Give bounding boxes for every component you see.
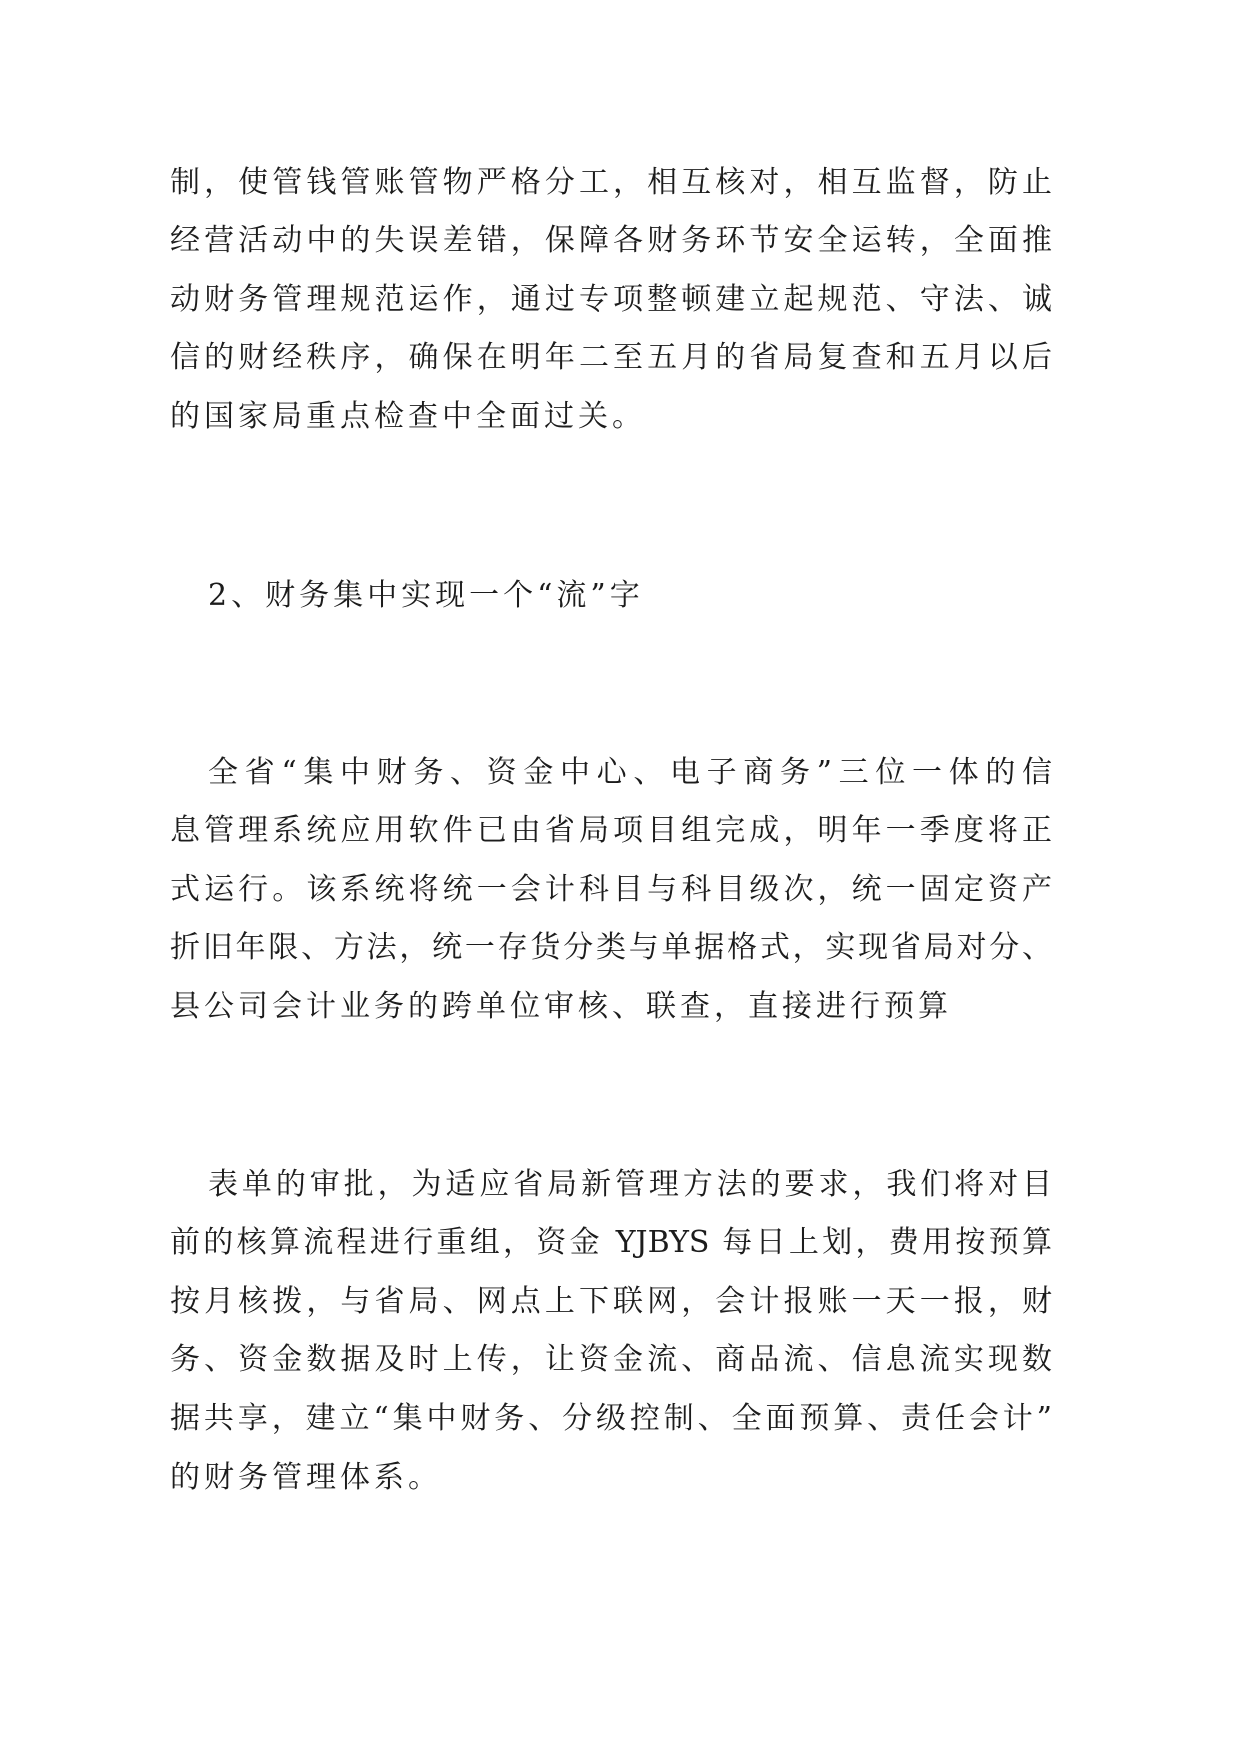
paragraph-3	[170, 1156, 1052, 1508]
text-line: 折旧年限、方法，统一存货分类与单据格式，实现省局对分、	[170, 930, 1052, 966]
text-line: 式运行。该系统将统一会计科目与科目级次，统一固定资产	[170, 871, 1052, 907]
text-line: 动财务管理规范运作，通过专项整顿建立起规范、守法、诚	[170, 281, 1052, 317]
text-line: 全省“集中财务、资金中心、电子商务”三位一体的信	[208, 754, 1052, 790]
text-line: 的国家局重点检查中全面过关。	[170, 399, 646, 435]
text-line: 按月核拨，与省局、网点上下联网，会计报账一天一报，财	[170, 1283, 1052, 1319]
section-heading-block	[170, 567, 1052, 626]
text-line: 前的核算流程进行重组，资金 YJBYS 每日上划，费用按预算	[170, 1225, 1052, 1261]
text-line: 息管理系统应用软件已由省局项目组完成，明年一季度将正	[170, 813, 1052, 849]
section-heading: 2、财务集中实现一个“流”字	[208, 577, 644, 613]
text-line: 的财务管理体系。	[170, 1459, 442, 1495]
text-line: 制，使管钱管账管物严格分工，相互核对，相互监督，防止	[170, 164, 1052, 200]
text-line: 县公司会计业务的跨单位审核、联查，直接进行预算	[170, 989, 952, 1025]
text-line: 经营活动中的失误差错，保障各财务环节安全运转，全面推	[170, 223, 1052, 259]
text-line: 表单的审批，为适应省局新管理方法的要求，我们将对目	[208, 1166, 1052, 1202]
paragraph-2	[170, 744, 1052, 1037]
paragraph-1	[170, 154, 1052, 447]
text-line: 务、资金数据及时上传，让资金流、商品流、信息流实现数	[170, 1342, 1052, 1378]
text-line: 信的财经秩序，确保在明年二至五月的省局复查和五月以后	[170, 340, 1052, 376]
text-line: 据共享，建立“集中财务、分级控制、全面预算、责任会计”	[170, 1401, 1052, 1437]
